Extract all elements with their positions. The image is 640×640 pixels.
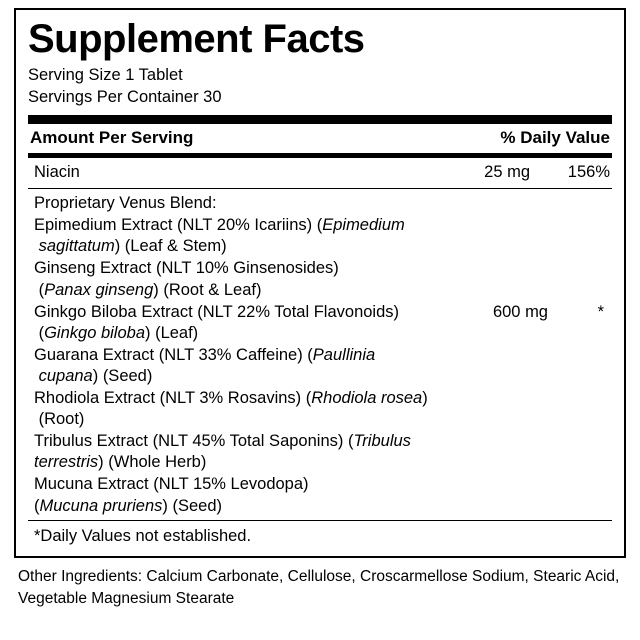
list-item: Guarana Extract (NLT 33% Caffeine) (Paullinia cupana) (Seed): [34, 345, 376, 385]
table-header-row: [28, 124, 612, 153]
serving-size: Serving Size 1 Tablet: [28, 66, 183, 85]
nutrient-daily-value: 156%: [567, 163, 610, 182]
blend-ingredient-list: [34, 193, 456, 518]
blend-amount: 600 mg: [492, 303, 548, 322]
table-row: [28, 158, 612, 188]
header-daily-value: % Daily Value: [500, 128, 610, 148]
blend-daily-value: *: [597, 303, 604, 322]
list-item: Ginkgo Biloba Extract (NLT 22% Total Flavonoids) (Ginkgo biloba) (Leaf): [34, 302, 400, 342]
proprietary-blend-block: [28, 189, 612, 520]
other-ingredients: Other Ingredients: Calcium Carbonate, Cellulose, Croscarmellose Sodium, Stearic Acid, Vegetable Magnesium Stearate: [18, 567, 620, 608]
list-item: Rhodiola Extract (NLT 3% Rosavins) (Rhodiola rosea) (Root): [34, 389, 428, 429]
list-item: Mucuna Extract (NLT 15% Levodopa) (Mucuna pruriens) (Seed): [34, 475, 309, 515]
footnote: *Daily Values not established.: [34, 526, 252, 545]
blend-amount-column: [456, 193, 554, 518]
list-item: Epimedium Extract (NLT 20% Icariins) (Epimedium sagittatum) (Leaf & Stem): [34, 216, 405, 256]
nutrient-name: Niacin: [34, 163, 80, 182]
list-item: Ginseng Extract (NLT 10% Ginsenosides) (Panax ginseng) (Root & Leaf): [34, 259, 339, 299]
blend-title: Proprietary Venus Blend:: [34, 194, 217, 213]
divider-thick-top: [28, 115, 612, 124]
servings-per-container: Servings Per Container 30: [28, 88, 222, 107]
header-amount-per-serving: Amount Per Serving: [30, 128, 194, 148]
list-item: Tribulus Extract (NLT 45% Total Saponins) (Tribulus terrestris) (Whole Herb): [34, 432, 411, 472]
facts-panel: [14, 8, 626, 558]
blend-daily-value-column: [554, 193, 610, 518]
page-title: Supplement Facts: [28, 17, 365, 61]
nutrient-amount: 25 mg: [484, 163, 530, 182]
